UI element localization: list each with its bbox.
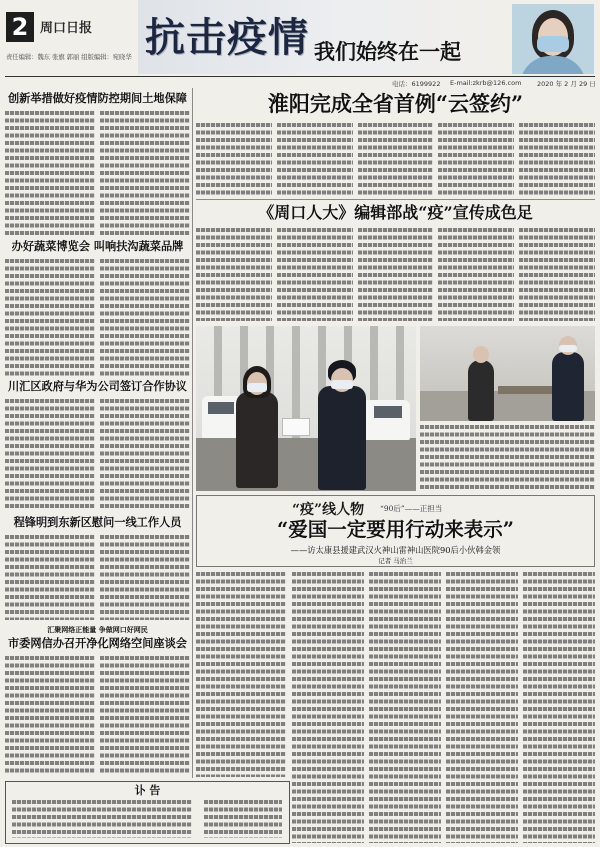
headline-cloud-signing: 淮阳完成全省首例“云签约” <box>267 91 524 116</box>
portrait-shoulders <box>520 56 586 74</box>
article-body-huawei-agreement <box>5 399 190 511</box>
text-column <box>100 535 190 620</box>
text-column <box>196 123 272 196</box>
text-column <box>438 228 514 321</box>
editor-credits: 责任编辑：魏东 张旗 郭丽 组版编辑：宛晓华 <box>6 54 132 61</box>
article-body-peoples-congress <box>196 228 595 321</box>
feature-column-tag: “90后”——正担当 <box>380 504 443 513</box>
text-column <box>369 572 441 843</box>
feature-subtitle: ——访太康县援建武汉火神山雷神山医院90后小伙韩金领 <box>290 545 501 555</box>
photo-person-woman <box>236 392 278 488</box>
photo-person-mask <box>247 383 267 392</box>
photo-person-officer <box>318 386 366 490</box>
news-photo-document-handover <box>196 326 416 491</box>
photo-officer-mask <box>559 345 577 352</box>
photo-van-window <box>374 406 402 418</box>
headline-vegetable-expo: 办好蔬菜博览会 叫响扶沟蔬菜品牌 <box>11 239 184 253</box>
headline-land-supply: 创新举措做好疫情防控期间土地保障 <box>7 91 187 105</box>
feature-column-label: “疫”线人物 <box>292 502 365 518</box>
text-column <box>5 111 95 236</box>
headline-cyberspace-forum: 市委网信办召开净化网络空间座谈会 <box>7 636 187 650</box>
feature-byline: 记者 马治兰 <box>378 557 413 565</box>
photo-person-officer <box>552 352 584 421</box>
section-rule <box>196 199 595 200</box>
section-title: 抗击疫情 <box>145 14 309 61</box>
photo-van-window <box>208 402 234 414</box>
article-body-land-supply <box>5 111 190 236</box>
text-column <box>358 228 434 321</box>
feature-article-body <box>292 572 595 843</box>
text-column <box>5 656 95 776</box>
obituary-signature <box>204 800 282 838</box>
text-column <box>5 259 95 376</box>
obituary-text <box>12 800 192 838</box>
feature-text-column <box>196 572 286 777</box>
kicker-online-energy: 汇聚网络正能量 争做网口好网民 <box>47 625 148 634</box>
article-body-cloud-signing <box>196 123 595 196</box>
text-column <box>100 259 190 376</box>
feature-headline: “爱国一定要用行动来表示” <box>277 518 514 541</box>
section-slogan: 我们始终在一起 <box>314 39 461 64</box>
headline-huawei-agreement: 川汇区政府与华为公司签订合作协议 <box>7 379 187 393</box>
photo-table <box>498 386 552 394</box>
text-column <box>292 572 364 843</box>
email-address: E-mail:zkrb@126.com <box>450 79 522 87</box>
text-column <box>5 399 95 511</box>
text-column <box>523 572 595 843</box>
photo-officer-mask <box>331 380 353 389</box>
text-column <box>519 228 595 321</box>
phone-number: 电话：6199922 <box>392 80 441 88</box>
text-column <box>519 123 595 196</box>
portrait-face-mask <box>537 36 569 52</box>
issue-date: 2020 年 2 月 29 日 <box>537 80 596 88</box>
header-portrait-photo <box>512 4 594 74</box>
article-body-vegetable-expo <box>5 259 190 376</box>
headline-peoples-congress: 《周口人大》编辑部战“疫”宣传成色足 <box>258 203 533 222</box>
page-number: 2 <box>6 12 34 42</box>
article-body-frontline-visit <box>5 535 190 620</box>
photo-person-head <box>473 346 489 363</box>
photo-person <box>468 360 494 421</box>
news-photo-office-visit <box>420 326 595 421</box>
text-column <box>277 123 353 196</box>
article-body-cyberspace-forum <box>5 656 190 776</box>
obituary-title: 讣 告 <box>134 784 161 797</box>
text-column <box>5 535 95 620</box>
paper-name: 周口日报 <box>40 21 93 36</box>
obituary-box <box>5 781 290 844</box>
text-column <box>100 399 190 511</box>
text-column <box>358 123 434 196</box>
header-rule <box>5 76 595 77</box>
text-column <box>196 228 272 321</box>
text-column <box>446 572 518 843</box>
photo-caption <box>420 425 595 490</box>
text-column <box>100 111 190 236</box>
text-column <box>438 123 514 196</box>
headline-frontline-visit: 程锋明到东新区慰问一线工作人员 <box>13 515 182 529</box>
text-column <box>100 656 190 776</box>
column-divider <box>192 88 193 778</box>
photo-document <box>282 418 310 436</box>
photo-ground <box>196 438 416 491</box>
text-column <box>277 228 353 321</box>
